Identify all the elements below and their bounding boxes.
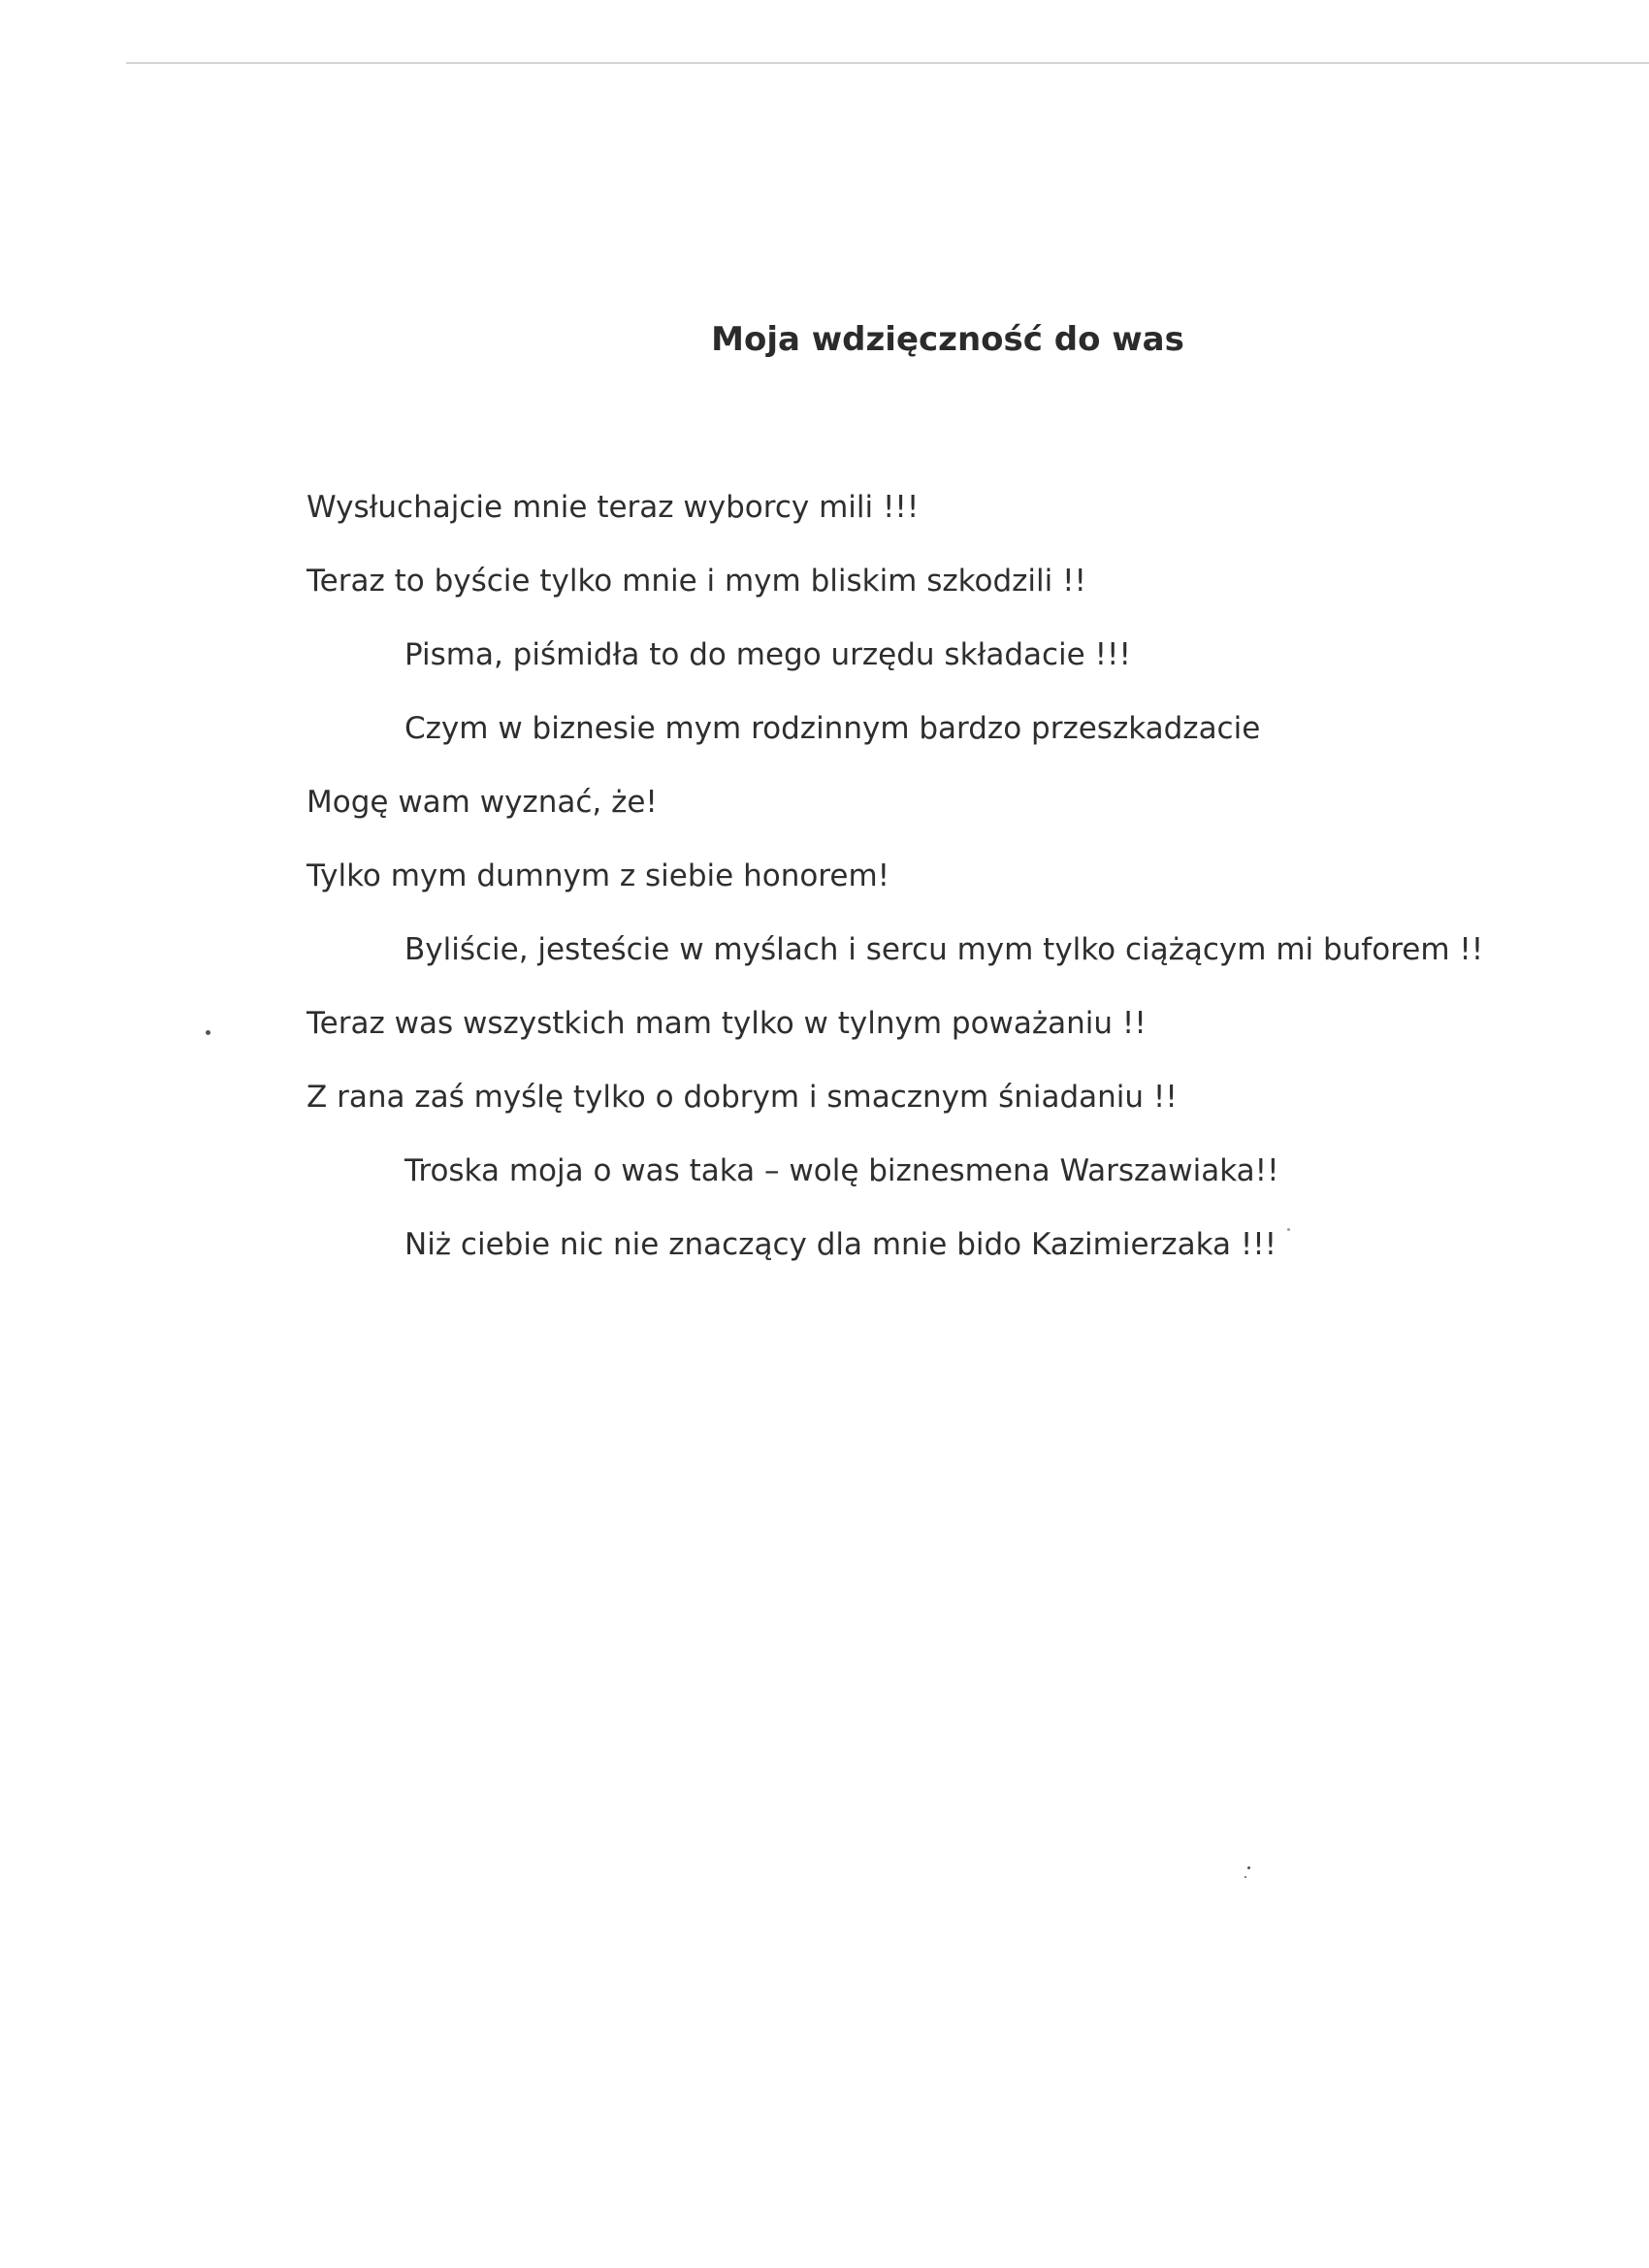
poem-line-2: Teraz to byście tylko mnie i mym bliskim szkodzili !! xyxy=(307,564,1086,599)
poem-line-8: Teraz was wszystkich mam tylko w tylnym poważaniu !! xyxy=(307,1006,1147,1041)
poem-line-7: Byliście, jesteście w myślach i sercu mym tylko ciążącym mi buforem !! xyxy=(404,932,1484,967)
scan-speck xyxy=(1245,1876,1246,1878)
poem-line-5: Mogę wam wyznać, że! xyxy=(307,785,658,820)
poem-line-1: Wysłuchajcie mnie teraz wyborcy mili !!! xyxy=(307,490,920,525)
poem xyxy=(307,480,1568,1291)
scan-edge-line xyxy=(126,62,1649,64)
scan-speck xyxy=(1247,1866,1250,1869)
poem-line-3: Pisma, piśmidła to do mego urzędu składacie !!! xyxy=(404,637,1131,672)
page-title: Moja wdzięczność do was xyxy=(711,320,1184,359)
scan-speck xyxy=(206,1030,210,1035)
poem-line-6: Tylko mym dumnym z siebie honorem! xyxy=(307,859,890,893)
poem-line-10: Troska moja o was taka – wolę biznesmena Warszawiaka!! xyxy=(404,1153,1279,1188)
poem-line-4: Czym w biznesie mym rodzinnym bardzo przeszkadzacie xyxy=(404,711,1261,746)
poem-line-11: Niż ciebie nic nie znaczący dla mnie bido Kazimierzaka !!! xyxy=(404,1227,1277,1262)
poem-line-9: Z rana zaś myślę tylko o dobrym i smacznym śniadaniu !! xyxy=(307,1080,1178,1115)
scan-speck xyxy=(1287,1228,1290,1231)
